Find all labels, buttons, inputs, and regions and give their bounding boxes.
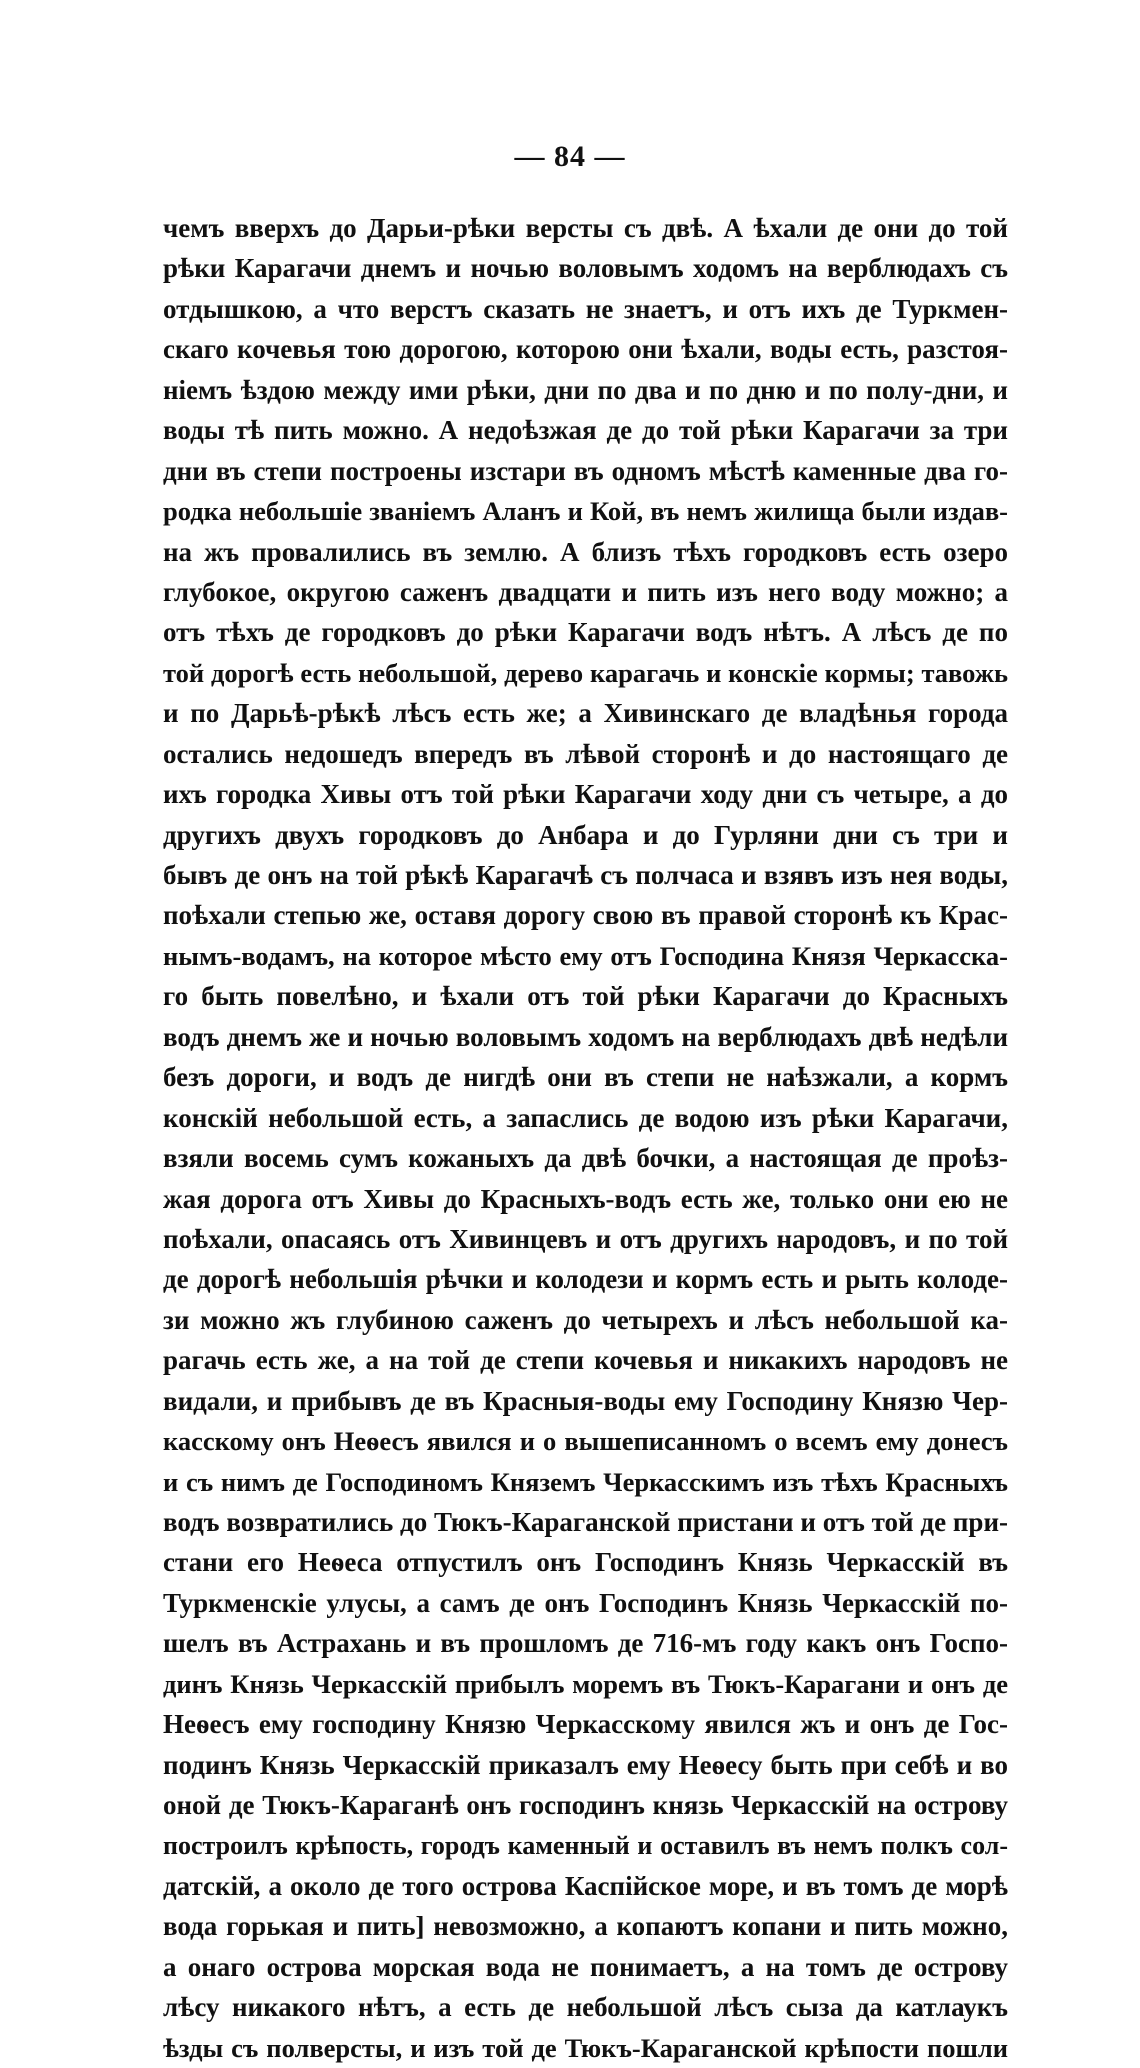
text-line: скаго кочевья тою дорогою, которою они ѣхали, воды есть, разстоя- — [163, 334, 1008, 365]
text-line: поѣхали, опасаясь отъ Хивинцевъ и отъ другихъ народовъ, и по той — [163, 1223, 1008, 1254]
text-line: поѣхали степью же, оставя дорогу свою въ правой сторонѣ къ Крас- — [163, 900, 1008, 931]
text-line: датскій, а около де того острова Каспійское море, и въ томъ де морѣ — [163, 1870, 1008, 1901]
text-line: на жъ провалились въ землю. А близъ тѣхъ городковъ есть озеро — [163, 536, 1008, 567]
text-line: зи можно жъ глубиною саженъ до четырехъ и лѣсъ небольшой ка- — [163, 1304, 1008, 1335]
text-line: рагачь есть же, а на той де степи кочевья и никакихъ народовъ не — [163, 1345, 1008, 1376]
text-line: родка небольшіе званіемъ Аланъ и Кой, въ немъ жилища были издав- — [163, 496, 1008, 527]
text-line: лѣсу никакого нѣтъ, а есть де небольшой лѣсъ сыза да катлаукъ — [163, 1992, 1008, 2023]
text-line: взяли восемь сумъ кожаныхъ да двѣ бочки, а настоящая де проѣз- — [163, 1143, 1008, 1174]
text-line: безъ дороги, и водъ де нигдѣ они въ степи не наѣзжали, а кормъ — [163, 1062, 1008, 1093]
text-line: оной де Тюкъ-Караганѣ онъ господинъ князь Черкасскій на острову — [163, 1790, 1008, 1821]
text-line: чемъ вверхъ до Дарьи-рѣки версты съ двѣ. А ѣхали де они до той — [163, 213, 1008, 243]
text-line: бывъ де онъ на той рѣкѣ Карагачѣ съ полчаса и взявъ изъ нея воды, — [163, 860, 1008, 890]
page-number: — 84 — — [514, 140, 626, 173]
text-line: воды тѣ пить можно. А недоѣзжая де до той рѣки Карагачи за три — [163, 415, 1008, 446]
text-line: конскій небольшой есть, а запаслись де водою изъ рѣки Карагачи, — [163, 1102, 1008, 1133]
text-line: дни въ степи построены изстари въ одномъ мѣстѣ каменные два го- — [163, 455, 1008, 486]
text-line: водъ возвратились до Тюкъ-Караганской пристани и отъ той де при- — [163, 1507, 1008, 1537]
text-line: другихъ двухъ городковъ до Анбара и до Гурляни дни съ три и — [163, 819, 1008, 850]
text-line: нымъ-водамъ, на которое мѣсто ему отъ Господина Князя Черкасска- — [163, 940, 1008, 971]
text-line: шелъ въ Астрахань и въ прошломъ де 716-мъ году какъ онъ Госпо- — [163, 1628, 1008, 1659]
text-line: видали, и прибывъ де въ Красныя-воды ему Господину Князю Чер- — [163, 1385, 1008, 1416]
text-line: вода горькая и пить] невозможно, а копаютъ копани и пить можно, — [163, 1911, 1008, 1942]
text-line: остались недошедъ впередъ въ лѣвой сторонѣ и до настоящаго де — [163, 738, 1008, 769]
text-line: построилъ крѣпость, городъ каменный и оставилъ въ немъ полкъ сол- — [163, 1830, 1008, 1860]
text-line: отъ тѣхъ де городковъ до рѣки Карагачи водъ нѣтъ. А лѣсъ де по — [163, 617, 1008, 648]
text-line: жая дорога отъ Хивы до Красныхъ-водъ есть же, только они ею не — [163, 1183, 1008, 1214]
text-line: го быть повелѣно, и ѣхали отъ той рѣки Карагачи до Красныхъ — [163, 981, 1008, 1012]
text-line: водъ днемъ же и ночью воловымъ ходомъ на верблюдахъ двѣ недѣли — [163, 1021, 1008, 1052]
text-line: де дорогѣ небольшія рѣчки и колодези и кормъ есть и рыть колоде- — [163, 1264, 1008, 1295]
text-line: отдышкою, а что верстъ сказать не знаетъ, и отъ ихъ де Туркмен- — [163, 293, 1008, 324]
text-line: стани его Неѳеса отпустилъ онъ Господинъ Князь Черкасскій въ — [163, 1547, 1008, 1578]
text-line: глубокое, округою саженъ двадцати и пить изъ него воду можно; а — [163, 576, 1008, 607]
text-line: рѣки Карагачи днемъ и ночью воловымъ ходомъ на верблюдахъ съ — [163, 253, 1008, 284]
text-line: ихъ городка Хивы отъ той рѣки Карагачи ходу дни съ четыре, а до — [163, 779, 1008, 810]
body-text — [163, 208, 1008, 2068]
text-line: и по Дарьѣ-рѣкѣ лѣсъ есть же; а Хивинскаго де владѣнья города — [163, 698, 1008, 729]
text-line: подинъ Князь Черкасскій приказалъ ему Неѳесу быть при себѣ и во — [163, 1749, 1008, 1780]
text-line: ніемъ ѣздою между ими рѣки, дни по два и по дню и по полу-дни, и — [163, 374, 1008, 405]
text-line: Туркменскіе улусы, а самъ де онъ Господинъ Князь Черкасскій по- — [163, 1587, 1008, 1618]
text-line: а онаго острова морская вода не понимаетъ, а на томъ де острову — [163, 1951, 1008, 1982]
text-line: и съ нимъ де Господиномъ Княземъ Черкасскимъ изъ тѣхъ Красныхъ — [163, 1466, 1008, 1497]
text-line: той дорогѣ есть небольшой, дерево карагачь и конскіе кормы; тавожь — [163, 657, 1008, 688]
text-line: динъ Князь Черкасскій прибылъ моремъ въ Тюкъ-Карагани и онъ де — [163, 1668, 1008, 1699]
text-line: касскому онъ Неѳесъ явился и о вышеписанномъ о всемъ ему донесъ — [163, 1426, 1008, 1457]
text-line: Неѳесъ ему господину Князю Черкасскому явился жъ и онъ де Гос- — [163, 1709, 1008, 1740]
text-line: ѣзды съ полверсты, и изъ той де Тюкъ-Караганской крѣпости пошли — [163, 2032, 1008, 2063]
